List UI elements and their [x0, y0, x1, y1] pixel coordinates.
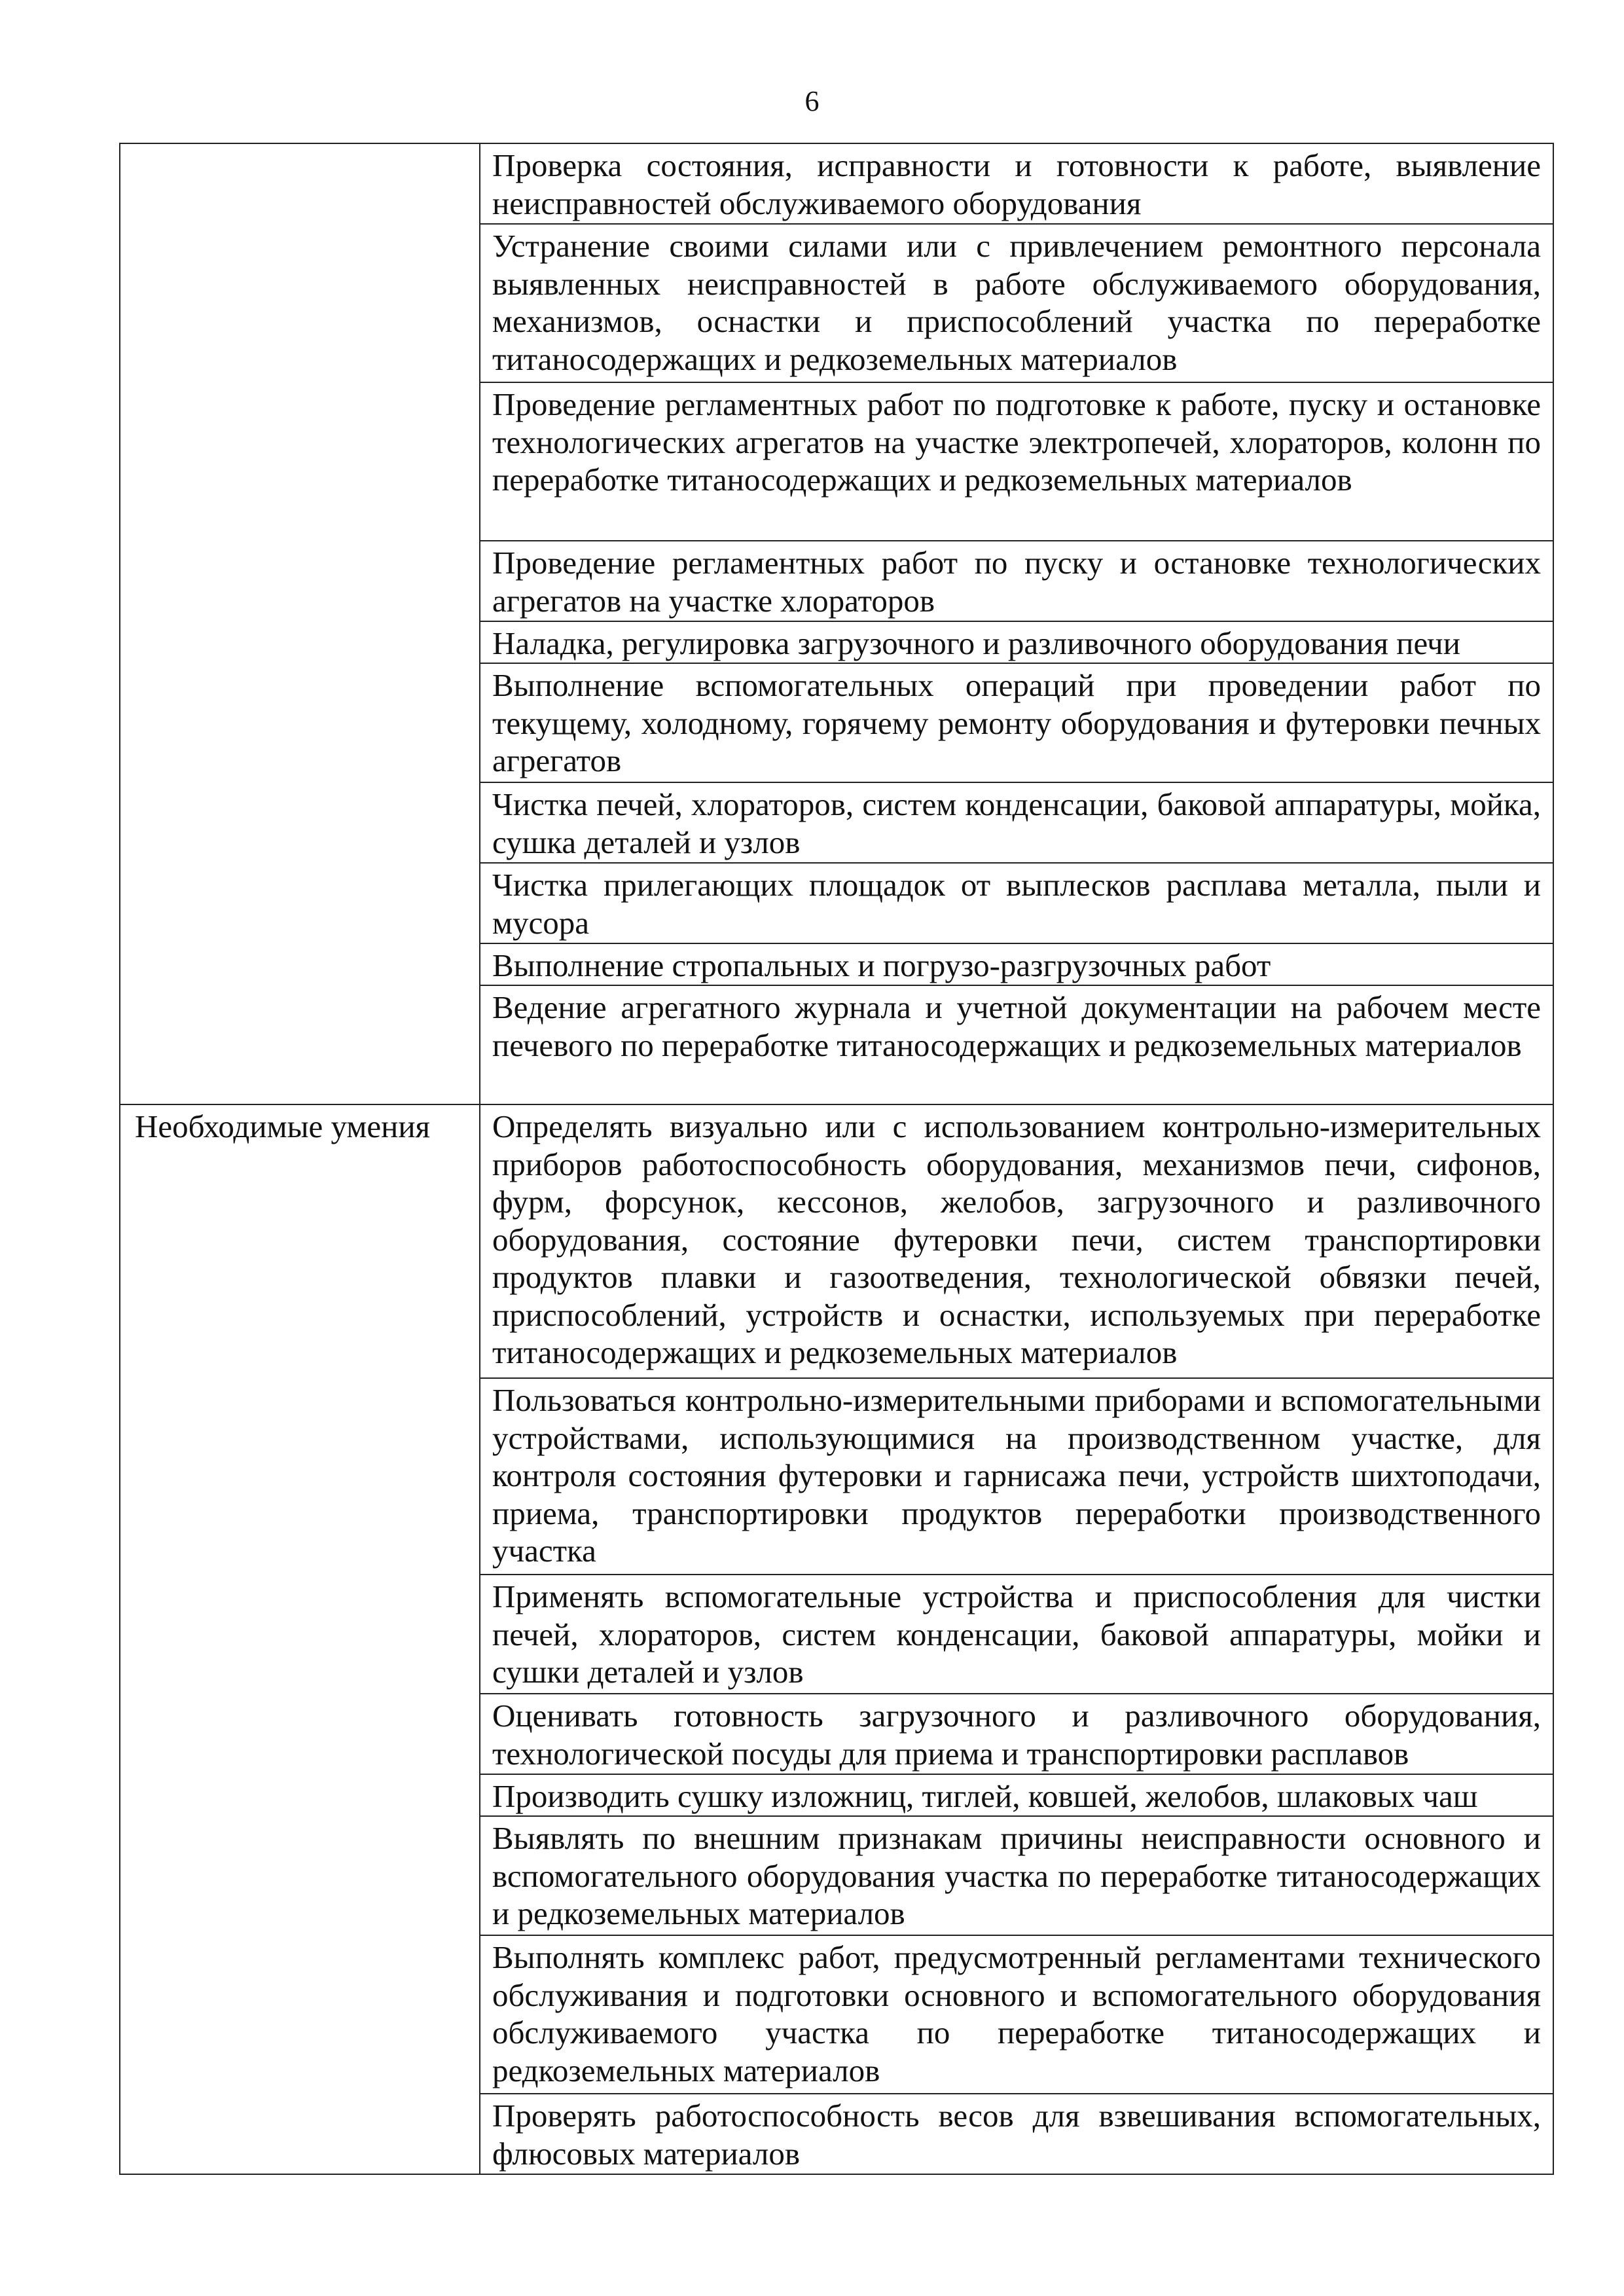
page-number: 6 — [804, 85, 820, 117]
table-cell: Проведение регламентных работ по подготовке к работе, пуску и остановке технологических агрегатов на участке электропечей, хлораторов, колонн по переработке титаносодержащих и редкоземельных материалов — [480, 382, 1553, 541]
table-cell: Выявлять по внешним признакам причины неисправности основного и вспомогательного оборудования участка по переработке титаносодержащих и редкоземельных материалов — [480, 1816, 1553, 1935]
table-cell: Проверять работоспособность весов для взвешивания вспомогательных, флюсовых материалов — [480, 2094, 1553, 2174]
section-label: Необходимые умения — [120, 1104, 480, 2174]
table-cell: Чистка прилегающих площадок от выплесков расплава металла, пыли и мусора — [480, 863, 1553, 943]
table-cell: Выполнение вспомогательных операций при проведении работ по текущему, холодному, горячему ремонту оборудования и футеровки печных агрегатов — [480, 663, 1553, 782]
table-cell: Проведение регламентных работ по пуску и остановке технологических агрегатов на участке хлораторов — [480, 541, 1553, 621]
table-cell: Проверка состояния, исправности и готовности к работе, выявление неисправностей обслуживаемого оборудования — [480, 143, 1553, 224]
table-cell: Наладка, регулировка загрузочного и разливочного оборудования печи — [480, 621, 1553, 663]
table-cell: Оценивать готовность загрузочного и разливочного оборудования, технологической посуды для приема и транспортировки расплавов — [480, 1694, 1553, 1774]
table-cell: Устранение своими силами или с привлечением ремонтного персонала выявленных неисправностей в работе обслуживаемого оборудования, механизмов, оснастки и приспособлений участка по переработке титаносодержащих и редкоземельных материалов — [480, 224, 1553, 382]
requirements-table — [119, 143, 1554, 2175]
table-cell: Выполнять комплекс работ, предусмотренный регламентами технического обслуживания и подготовки основного и вспомогательного оборудования обслуживаемого участка по переработке титаносодержащих и редкоземельных материалов — [480, 1935, 1553, 2094]
table-cell: Определять визуально или с использованием контрольно-измерительных приборов работоспособность оборудования, механизмов печи, сифонов, фурм, форсунок, кессонов, желобов, загрузочного и разливочного оборудования, состояние футеровки печи, систем транспортировки продуктов плавки и газоотведения, технологической обвязки печей, приспособлений, устройств и оснастки, используемых при переработке титаносодержащих и редкоземельных материалов — [480, 1104, 1553, 1378]
table-row — [120, 1104, 1553, 1378]
table-row — [120, 143, 1553, 224]
table-cell: Чистка печей, хлораторов, систем конденсации, баковой аппаратуры, мойка, сушка деталей и узлов — [480, 782, 1553, 863]
table-cell: Применять вспомогательные устройства и приспособления для чистки печей, хлораторов, систем конденсации, баковой аппаратуры, мойки и сушки деталей и узлов — [480, 1575, 1553, 1694]
table-cell: Пользоваться контрольно-измерительными приборами и вспомогательными устройствами, использующимися на производственном участке, для контроля состояния футеровки и гарнисажа печи, устройств шихтоподачи, приема, транспортировки продуктов переработки производственного участка — [480, 1378, 1553, 1575]
table-cell: Производить сушку изложниц, тиглей, ковшей, желобов, шлаковых чаш — [480, 1774, 1553, 1816]
table-cell: Выполнение стропальных и погрузо-разгрузочных работ — [480, 943, 1553, 985]
section-label — [120, 143, 480, 1104]
table-cell: Ведение агрегатного журнала и учетной документации на рабочем месте печевого по переработке титаносодержащих и редкоземельных материалов — [480, 985, 1553, 1104]
